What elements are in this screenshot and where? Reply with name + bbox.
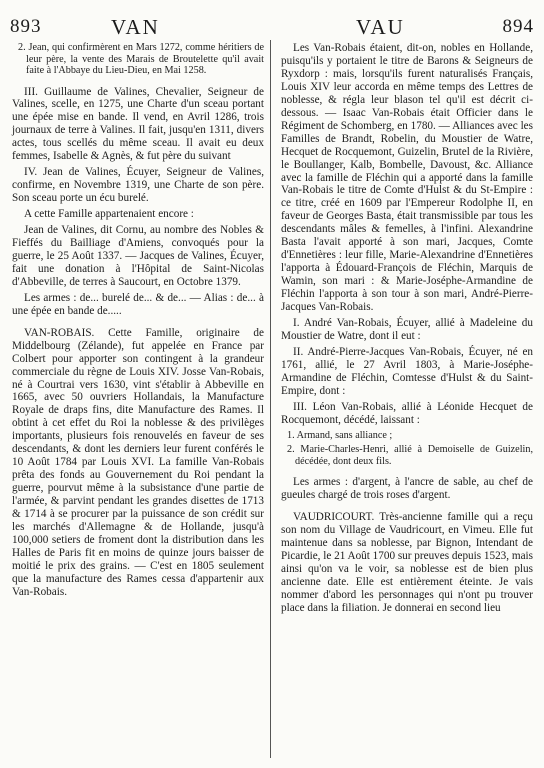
list-item-marie-charles-henri: 2. Marie-Charles-Henri, allié à Demoiselle de Guizelin, décédée, dont deux fils. xyxy=(287,444,533,467)
paragraph-andre-van-robais: I. André Van-Robais, Écuyer, allié à Madeleine du Moustier de Watre, dont il eut : xyxy=(281,317,533,342)
list-item-armand: 1. Armand, sans alliance ; xyxy=(287,429,393,441)
page-number-right: 894 xyxy=(502,16,534,37)
running-title-left: VAN xyxy=(111,15,160,39)
right-column xyxy=(281,42,533,618)
paragraph-family-members: Jean de Valines, dit Cornu, au nombre des Nobles & Fieffés du Bailliage d'Amiens, convoqués pour la guerre, le 25 Août 1337. — Jacques de Valines, Écuyer, fait une donation à l'Hôpital de Saint-Nicolas d'Abbeville, de terres à Saucourt, en Octobre 1379. xyxy=(12,224,264,288)
paragraph-van-robais-nobility: Les Van-Robais étaient, dit-on, nobles en Hollande, puisqu'ils y portaient le titre de Barons & Seigneurs de Ryxdorp : mais, lorsqu'ils furent naturalisés Français, Louis XIV leur accorda en même temps des Lettres de noblesse, & régla leur blason tel qu'il est décrit ci-dessous. — Isaac Van-Robais était Officier dans le Régiment de Schomberg, en 1780. — Alliances avec les Familles de Brandt, Robelin, du Moustier de Watre, Hecquet de Rocquemont, Guizelin, Brutel de la Rivière, le Boullanger, Kalb, Bombelle, Davoust, &c. Alliance avec la famille de Fléchin qui a apporté dans la famille Van-Robais le titre de Comte d'Hulst & du St-Empire : ce titre, créé en 1609 par l'Empereur Rodolphe II, en faveur de Georges Basta, était transmissible par tous les descendants mâles & femelles, à l'infini. Alexandrine Basta l'avait apporté à son mari, Jacques, Comte d'Ennetières : leur fille, Marie-Alexandrine d'Ennetières l'apporta à Édouard-François de Fléchin, Marquis de Wamin, son mari : & Marie-Joséphe-Armandine de Fléchin l'apporta à son tour à son mari, André-Pierre-Jacques Van-Robais. xyxy=(281,42,533,314)
paragraph-jean-heirs: 2. Jean, qui confirmèrent en Mars 1272, comme héritiers de leur père, la vente des Marais de Broutelette qu'il avait faite à l'Abbaye du Lieu-Dieu, en Mai 1258. xyxy=(18,42,264,76)
column-divider xyxy=(270,40,271,758)
paragraph-andre-pierre-jacques: II. André-Pierre-Jacques Van-Robais, Écuyer, né en 1761, allié, le 27 Avril 1803, à Marie-Joséphe-Armandine de Fléchin, Comtesse d'Hulst & du Saint-Empire, dont : xyxy=(281,345,533,397)
left-column xyxy=(12,42,264,602)
paragraph-vaudricourt-entry: VAUDRICOURT. Très-ancienne famille qui a reçu son nom du Village de Vaudricourt, en Vimeu. Elle fut maintenue dans sa noblesse, par Bignon, Intendant de Picardie, le 21 Août 1700 sur preuves depuis 1523, mais ainsi qu'on va le voir, sa noblesse est de bien plus ancienne date. Elle est entièrement éteinte. Je vais nommer d'abord les personnages qui n'ont pu trouver place dans la filiation. Je donnerai en second lieu xyxy=(281,511,533,614)
paragraph-van-robais-arms: Les armes : d'argent, à l'ancre de sable, au chef de gueules chargé de trois roses d'argent. xyxy=(281,476,533,502)
running-title-right: VAU xyxy=(356,15,405,39)
paragraph-family-intro: A cette Famille appartenaient encore : xyxy=(24,208,194,221)
page-number-left: 893 xyxy=(10,16,42,37)
paragraph-van-robais-entry: VAN-ROBAIS. Cette Famille, originaire de Middelbourg (Zélande), fut appelée en France par Colbert pour apporter son contingent à la grandeur commerciale du règne de Louis XIV. Josse Van-Robais, né à Courtrai vers 1630, vint s'établir à Abbeville en 1665, avec 50 ouvriers Hollandais, la Manufacture Royale de draps fins, dite Manufacture des Rames. Il obtint à cet effet du Roi la noblesse & des privilèges importants, plusieurs fois renouvelés en faveur de ses descendants, & dont les derniers leur furent conférés le 10 Août 1784 par Louis XVI. La famille Van-Robais prêta des fonds au Gouvernement du Roi pendant la guerre, pourvut même à la subsistance d'une partie de l'armée, & parvint pendant les grandes disettes de 1713 & 1714 à se procurer par la puissance de son crédit sur les marchés d'Allemagne & de Hollande, jusqu'à 100,000 setiers de froment dont la distribution dans les Halles de Paris fit en moins de quinze jours baisser de moitié le prix des grains. — C'est en 1805 seulement que la manufacture des Rames cessa d'appartenir aux Van-Robais. xyxy=(12,326,264,598)
paragraph-jean-de-valines: IV. Jean de Valines, Écuyer, Seigneur de Valines, confirme, en Novembre 1319, une Charte de son père. Son sceau porte un écu burelé. xyxy=(12,166,264,205)
paragraph-guillaume-de-valines: III. Guillaume de Valines, Chevalier, Seigneur de Valines, scelle, en 1275, une Charte d'un sceau portant une épée mise en bande. Il vend, en Avril 1286, trois journaux de terre à Valines. Il fait, jusqu'en 1311, divers actes, tous scellés du même sceau. Il avait eu deux femmes, Isabelle & Agnès, & fut père du suivant xyxy=(12,85,264,163)
paragraph-leon-van-robais: III. Léon Van-Robais, allié à Léonide Hecquet de Rocquemont, décédé, laissant : xyxy=(281,400,533,426)
paragraph-valines-arms: Les armes : de... burelé de... & de... — Alias : de... à une épée en bande de..... xyxy=(12,291,264,317)
